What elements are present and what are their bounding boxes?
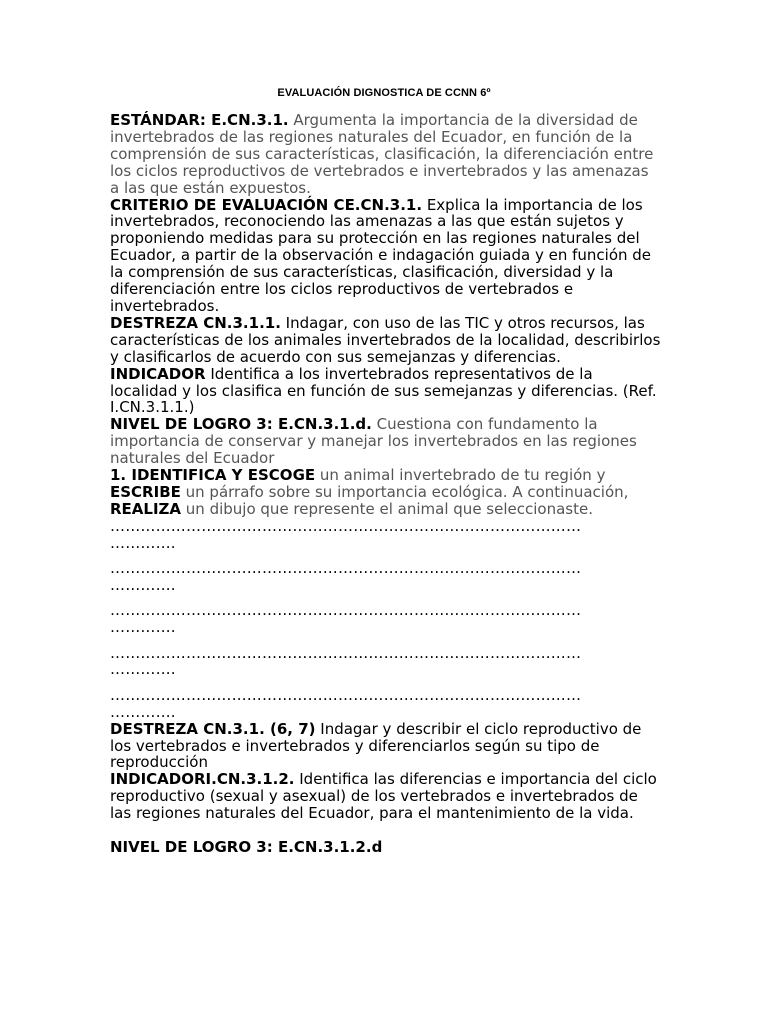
nivel-logro-1-paragraph (110, 416, 662, 467)
indicador-1-label: INDICADOR (110, 364, 206, 383)
answer-line-1-short: …………. (110, 534, 176, 552)
criterio-label: CRITERIO DE EVALUACIÓN CE.CN.3.1. (110, 195, 423, 214)
answer-line-3-short: …………. (110, 619, 176, 637)
answer-line-5-short: …………. (110, 703, 176, 721)
indicador-2-label: INDICADORI.CN.3.1.2. (110, 770, 295, 789)
answer-line-1-long: ………………………………………………………………………………… (110, 517, 582, 535)
destreza-2-paragraph (110, 721, 662, 772)
answer-line-3-long: ………………………………………………………………………………… (110, 602, 582, 620)
nivel-logro-1-text: Cuestiona con fundamento la importancia de conservar y manejar los invertebrados en las regiones naturales del Ecuador (110, 415, 637, 468)
question-1-text-b: un párrafo sobre su importancia ecológica. A continuación, (180, 482, 629, 501)
question-1-text-c: un dibujo que represente el animal que seleccionaste. (181, 499, 593, 518)
question-1-label-c: REALIZA (110, 499, 182, 518)
indicador-2-paragraph (110, 771, 662, 822)
answer-line-1[interactable] (110, 518, 662, 552)
blank-line (110, 822, 662, 839)
destreza-1-text: Indagar, con uso de las TIC y otros recursos, las características de los animales invertebrados de la localidad, describirlos y clasificarlos de acuerdo con sus semejanzas y diferencias. (110, 313, 661, 366)
estandar-label: ESTÁNDAR: E.CN.3.1. (110, 111, 289, 129)
answer-line-4-short: …………. (110, 661, 176, 679)
indicador-2-text: Identifica las diferencias e importancia del ciclo reproductivo (sexual y asexual) de los vertebrados e invertebrados de las regiones naturales del Ecuador, para el mantenimiento de la vida. (110, 770, 657, 823)
answer-line-4[interactable] (110, 645, 662, 679)
question-1-text-a: un animal invertebrado de tu región y (315, 466, 606, 485)
estandar-paragraph (110, 112, 662, 197)
criterio-paragraph (110, 197, 662, 315)
indicador-1-paragraph (110, 366, 662, 417)
nivel-logro-2-label: NIVEL DE LOGRO 3: E.CN.3.1.2.d (110, 837, 383, 856)
estandar-text: Argumenta la importancia de la diversidad de invertebrados de las regiones naturales del Ecuador, en función de la comprensión de sus características, clasificación, la diferenciación entre los ciclos reproductivos de vertebrados e invertebrados y las amenazas a las que están expuestos. (110, 111, 654, 197)
answer-line-4-long: ………………………………………………………………………………… (110, 644, 582, 662)
question-1-paragraph (110, 467, 662, 518)
answer-line-3[interactable] (110, 602, 662, 636)
destreza-1-label: DESTREZA CN.3.1.1. (110, 313, 281, 332)
destreza-2-label: DESTREZA CN.3.1. (6, 7) (110, 719, 316, 738)
document-title: EVALUACIÓN DIGNOSTICA DE CCNN 6º (277, 87, 491, 99)
question-1-label-a: 1. IDENTIFICA Y ESCOGE (110, 466, 316, 485)
answer-line-5-long: ………………………………………………………………………………… (110, 686, 582, 704)
destreza-2-text: Indagar y describir el ciclo reproductivo de los vertebrados e invertebrados y diferenciarlos según su tipo de reproducción (110, 719, 642, 772)
answer-line-2-long: ………………………………………………………………………………… (110, 560, 582, 577)
criterio-text: Explica la importancia de los invertebrados, reconociendo las amenazas a las que están sujetos y proponiendo medidas para su protección en las regiones naturales del Ecuador, a partir de la observación e indagación guiada y en función de la comprensión de sus características, clasificación, diversidad y la diferenciación entre los ciclos reproductivos de vertebrados e invertebrados. (110, 195, 652, 315)
question-1-label-b: ESCRIBE (110, 482, 181, 501)
answer-lines (110, 518, 662, 721)
indicador-1-text: Identifica a los invertebrados representativos de la localidad y los clasifica en función de sus semejanzas y diferencias. (Ref. I.CN.3.1.1.) (110, 364, 657, 417)
answer-line-2[interactable] (110, 560, 662, 594)
document-body (110, 112, 662, 856)
answer-line-5[interactable] (110, 687, 662, 721)
answer-line-2-short: …………. (110, 576, 176, 594)
destreza-1-paragraph (110, 315, 662, 366)
nivel-logro-1-label: NIVEL DE LOGRO 3: E.CN.3.1.d. (110, 415, 372, 434)
nivel-logro-2-paragraph (110, 839, 662, 856)
